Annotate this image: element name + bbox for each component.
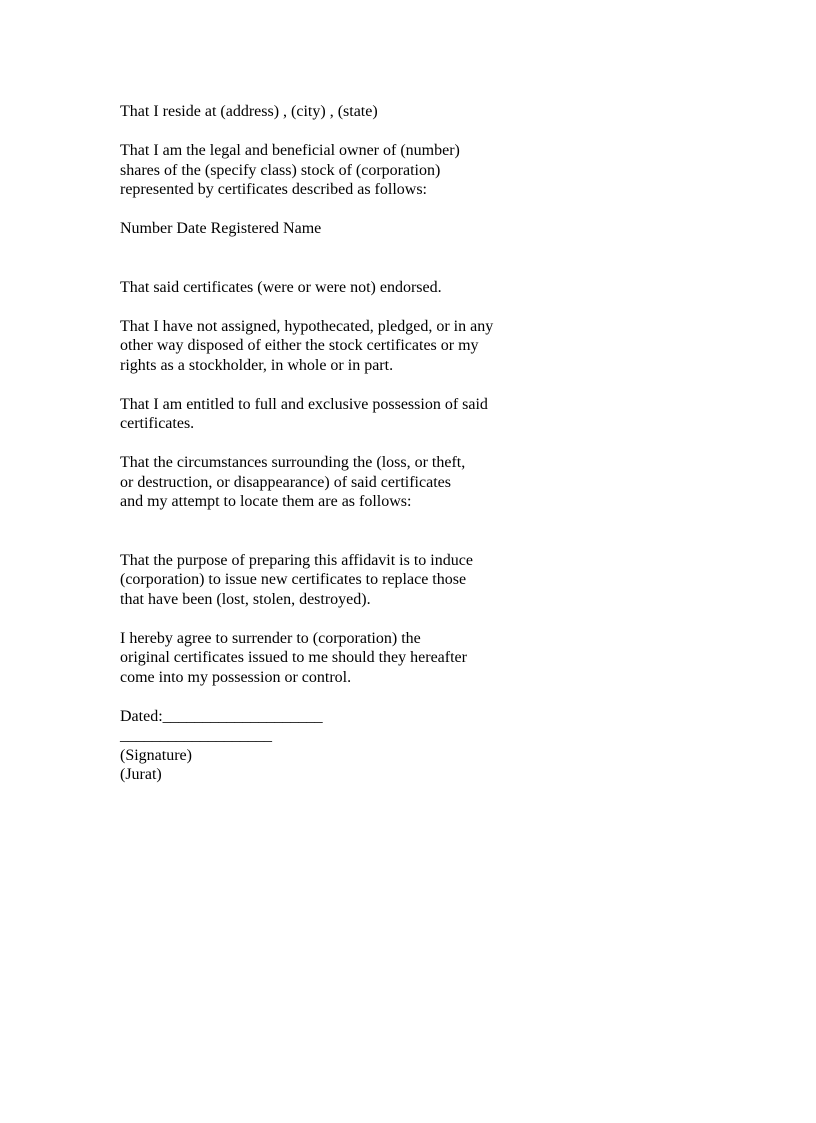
text-line: original certificates issued to me should they hereafter [120,649,467,666]
text-line: That I am the legal and beneficial owner of (number) [120,142,460,159]
signature-block [120,707,720,785]
text-line: That I reside at (address) , (city) , (state) [120,103,378,120]
text-line: (corporation) to issue new certificates to replace those [120,571,467,588]
paragraph-purpose [120,551,720,610]
certificate-table-header [120,219,720,239]
text-line: other way disposed of either the stock certificates or my [120,337,479,354]
text-line: That I have not assigned, hypothecated, pledged, or in any [120,317,494,335]
paragraph-ownership [120,141,720,200]
signature-label: (Signature) [120,746,192,764]
text-line: Number Date Registered Name [120,220,322,237]
signature-line: ___________________ [120,727,272,744]
paragraph-surrender [120,629,720,688]
jurat-label: (Jurat) [120,766,162,783]
text-line: I hereby agree to surrender to (corporation) the [120,629,421,647]
text-line: That the purpose of preparing this affidavit is to induce [120,551,473,569]
dated-line: Dated:____________________ [120,707,323,725]
text-line: represented by certificates described as follows: [120,181,427,198]
text-line: That the circumstances surrounding the (loss, or theft, [120,454,466,471]
text-line: certificates. [120,415,195,432]
text-line: shares of the (specify class) stock of (corporation) [120,161,441,179]
paragraph-not-assigned [120,317,720,376]
text-line: That said certificates (were or were not) endorsed. [120,278,442,296]
text-line: that have been (lost, stolen, destroyed). [120,590,371,608]
text-line: and my attempt to locate them are as follows: [120,493,412,510]
paragraph-endorsed [120,278,720,298]
paragraph-entitled [120,395,720,434]
text-line: or destruction, or disappearance) of said certificates [120,473,451,491]
text-line: come into my possession or control. [120,668,352,686]
text-line: rights as a stockholder, in whole or in part. [120,356,394,374]
paragraph-circumstances [120,453,720,512]
affidavit-body [120,102,720,785]
paragraph-residence [120,102,720,122]
text-line: That I am entitled to full and exclusive possession of said [120,395,488,413]
